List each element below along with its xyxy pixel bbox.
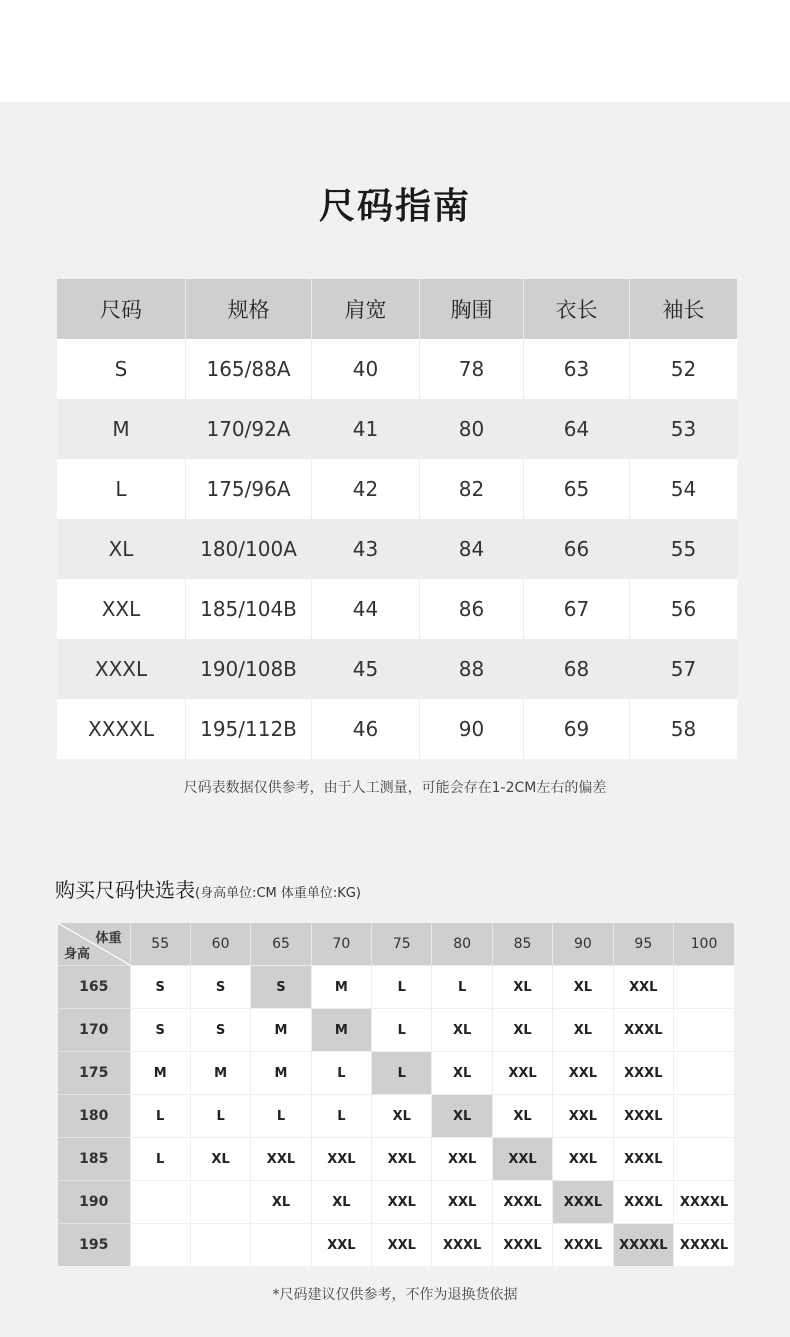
size-row (57, 579, 737, 639)
size-table (57, 279, 737, 759)
size-cell: XXL (432, 1181, 492, 1224)
quick-table-title-text: 购买尺码快选表 (55, 878, 195, 902)
size-cell: 66 (524, 519, 630, 579)
size-cell: XXL (57, 579, 186, 639)
size-table-note: 尺码表数据仅供参考，由于人工测量，可能会存在1-2CM左右的偏差 (183, 780, 607, 796)
size-cell: 170/92A (186, 399, 312, 459)
size-cell: XL (251, 1181, 311, 1224)
size-cell: XXXL (613, 1138, 673, 1181)
size-cell: 84 (420, 519, 524, 579)
quick-select-table (58, 923, 734, 1266)
size-cell: 55 (630, 519, 738, 579)
height-header: 165 (58, 966, 130, 1009)
quick-row (58, 1224, 734, 1267)
size-cell: 88 (420, 639, 524, 699)
size-cell: XXXL (492, 1224, 552, 1267)
size-col-header: 衣长 (524, 279, 630, 339)
recommended-size-cell: M (311, 1009, 371, 1052)
size-cell: XXL (613, 966, 673, 1009)
size-cell: S (190, 1009, 250, 1052)
size-row (57, 399, 737, 459)
size-row (57, 519, 737, 579)
size-cell: XL (372, 1095, 432, 1138)
size-cell: 42 (312, 459, 420, 519)
weight-header: 95 (613, 923, 673, 966)
weight-header: 85 (492, 923, 552, 966)
size-cell: XL (492, 966, 552, 1009)
size-cell (251, 1224, 311, 1267)
size-cell: S (130, 1009, 190, 1052)
size-cell: XXL (372, 1224, 432, 1267)
weight-header: 65 (251, 923, 311, 966)
size-cell: 45 (312, 639, 420, 699)
size-cell: 180/100A (186, 519, 312, 579)
recommended-size-cell: XXL (492, 1138, 552, 1181)
size-cell: S (57, 339, 186, 399)
size-cell: 69 (524, 699, 630, 759)
size-cell: 82 (420, 459, 524, 519)
size-cell: 65 (524, 459, 630, 519)
quick-table-header (58, 923, 734, 966)
size-col-header: 肩宽 (312, 279, 420, 339)
recommended-size-cell: XXXL (553, 1181, 613, 1224)
size-cell: 56 (630, 579, 738, 639)
size-cell: 68 (524, 639, 630, 699)
size-cell: 190/108B (186, 639, 312, 699)
size-cell: XXXL (57, 639, 186, 699)
size-col-header: 尺码 (57, 279, 186, 339)
size-cell: XXXL (613, 1052, 673, 1095)
size-cell: 40 (312, 339, 420, 399)
size-cell: XL (432, 1009, 492, 1052)
size-cell: 41 (312, 399, 420, 459)
size-cell: XXXL (432, 1224, 492, 1267)
size-col-header: 胸围 (420, 279, 524, 339)
size-cell: 67 (524, 579, 630, 639)
size-cell: 86 (420, 579, 524, 639)
quick-row (58, 1009, 734, 1052)
size-cell: S (190, 966, 250, 1009)
size-cell: XXL (311, 1138, 371, 1181)
size-cell: M (251, 1052, 311, 1095)
size-cell: XXL (553, 1052, 613, 1095)
weight-header: 60 (190, 923, 250, 966)
size-col-header: 袖长 (630, 279, 738, 339)
corner-weight-label: 体重 (95, 931, 122, 946)
size-cell: M (57, 399, 186, 459)
size-cell: XXL (372, 1138, 432, 1181)
weight-header: 80 (432, 923, 492, 966)
size-cell (674, 1009, 734, 1052)
size-cell: XL (311, 1181, 371, 1224)
size-cell: XXXL (492, 1181, 552, 1224)
height-header: 190 (58, 1181, 130, 1224)
size-cell: L (130, 1095, 190, 1138)
size-cell: XXXL (613, 1095, 673, 1138)
size-cell: XXL (311, 1224, 371, 1267)
size-cell: XXXXL (674, 1181, 734, 1224)
weight-header: 90 (553, 923, 613, 966)
size-cell: 165/88A (186, 339, 312, 399)
size-cell: 185/104B (186, 579, 312, 639)
size-cell: L (57, 459, 186, 519)
size-cell: 195/112B (186, 699, 312, 759)
size-cell (130, 1181, 190, 1224)
size-cell: XXL (432, 1138, 492, 1181)
size-cell: 53 (630, 399, 738, 459)
size-cell: 44 (312, 579, 420, 639)
size-cell: M (251, 1009, 311, 1052)
size-cell (674, 1138, 734, 1181)
size-cell: 64 (524, 399, 630, 459)
size-cell: XL (553, 1009, 613, 1052)
recommended-size-cell: XXXXL (613, 1224, 673, 1267)
size-cell: XL (492, 1095, 552, 1138)
size-cell (190, 1181, 250, 1224)
size-cell (674, 1095, 734, 1138)
recommended-size-cell: XL (432, 1095, 492, 1138)
size-cell: XXXL (613, 1009, 673, 1052)
size-row (57, 699, 737, 759)
size-cell: L (311, 1095, 371, 1138)
size-cell: XXL (372, 1181, 432, 1224)
corner-height-label: 身高 (64, 947, 91, 962)
size-cell (674, 966, 734, 1009)
height-header: 195 (58, 1224, 130, 1267)
size-cell: 54 (630, 459, 738, 519)
size-row (57, 459, 737, 519)
weight-header: 70 (311, 923, 371, 966)
weight-header: 55 (130, 923, 190, 966)
size-table-header (57, 279, 737, 339)
size-cell: XL (553, 966, 613, 1009)
weight-header: 100 (674, 923, 734, 966)
size-cell: XL (432, 1052, 492, 1095)
size-cell: XXXL (553, 1224, 613, 1267)
size-cell: L (372, 1009, 432, 1052)
size-cell: XXXXL (57, 699, 186, 759)
size-col-header: 规格 (186, 279, 312, 339)
size-row (57, 639, 737, 699)
weight-header: 75 (372, 923, 432, 966)
size-cell: L (251, 1095, 311, 1138)
size-cell: XXXXL (674, 1224, 734, 1267)
quick-row (58, 1138, 734, 1181)
size-cell: L (190, 1095, 250, 1138)
size-cell: 58 (630, 699, 738, 759)
quick-table-title (55, 874, 361, 903)
size-cell: XXL (553, 1138, 613, 1181)
size-cell: XXL (492, 1052, 552, 1095)
height-header: 170 (58, 1009, 130, 1052)
quick-row (58, 1052, 734, 1095)
quick-row (58, 1181, 734, 1224)
size-cell: XXXL (613, 1181, 673, 1224)
height-header: 185 (58, 1138, 130, 1181)
size-cell: 80 (420, 399, 524, 459)
quick-row (58, 966, 734, 1009)
size-cell (190, 1224, 250, 1267)
size-cell: L (130, 1138, 190, 1181)
size-cell: 78 (420, 339, 524, 399)
quick-row (58, 1095, 734, 1138)
size-cell: XXL (553, 1095, 613, 1138)
size-cell: M (190, 1052, 250, 1095)
size-cell: M (130, 1052, 190, 1095)
size-cell: XL (492, 1009, 552, 1052)
size-cell: 43 (312, 519, 420, 579)
size-cell: XL (57, 519, 186, 579)
size-cell: L (372, 966, 432, 1009)
height-header: 175 (58, 1052, 130, 1095)
size-cell: L (432, 966, 492, 1009)
size-row (57, 339, 737, 399)
page-title: 尺码指南 (318, 186, 471, 227)
size-cell: M (311, 966, 371, 1009)
quick-table-note: *尺码建议仅供参考，不作为退换货依据 (272, 1287, 518, 1303)
height-header: 180 (58, 1095, 130, 1138)
size-cell: XL (190, 1138, 250, 1181)
size-cell (130, 1224, 190, 1267)
size-cell: 52 (630, 339, 738, 399)
recommended-size-cell: L (372, 1052, 432, 1095)
size-cell: 90 (420, 699, 524, 759)
size-cell: 175/96A (186, 459, 312, 519)
size-cell (674, 1052, 734, 1095)
quick-table-units: (身高单位:CM 体重单位:KG) (195, 886, 361, 901)
size-cell: L (311, 1052, 371, 1095)
size-cell: 63 (524, 339, 630, 399)
size-cell: S (130, 966, 190, 1009)
size-cell: XXL (251, 1138, 311, 1181)
corner-cell (58, 923, 130, 966)
size-cell: 46 (312, 699, 420, 759)
recommended-size-cell: S (251, 966, 311, 1009)
size-cell: 57 (630, 639, 738, 699)
